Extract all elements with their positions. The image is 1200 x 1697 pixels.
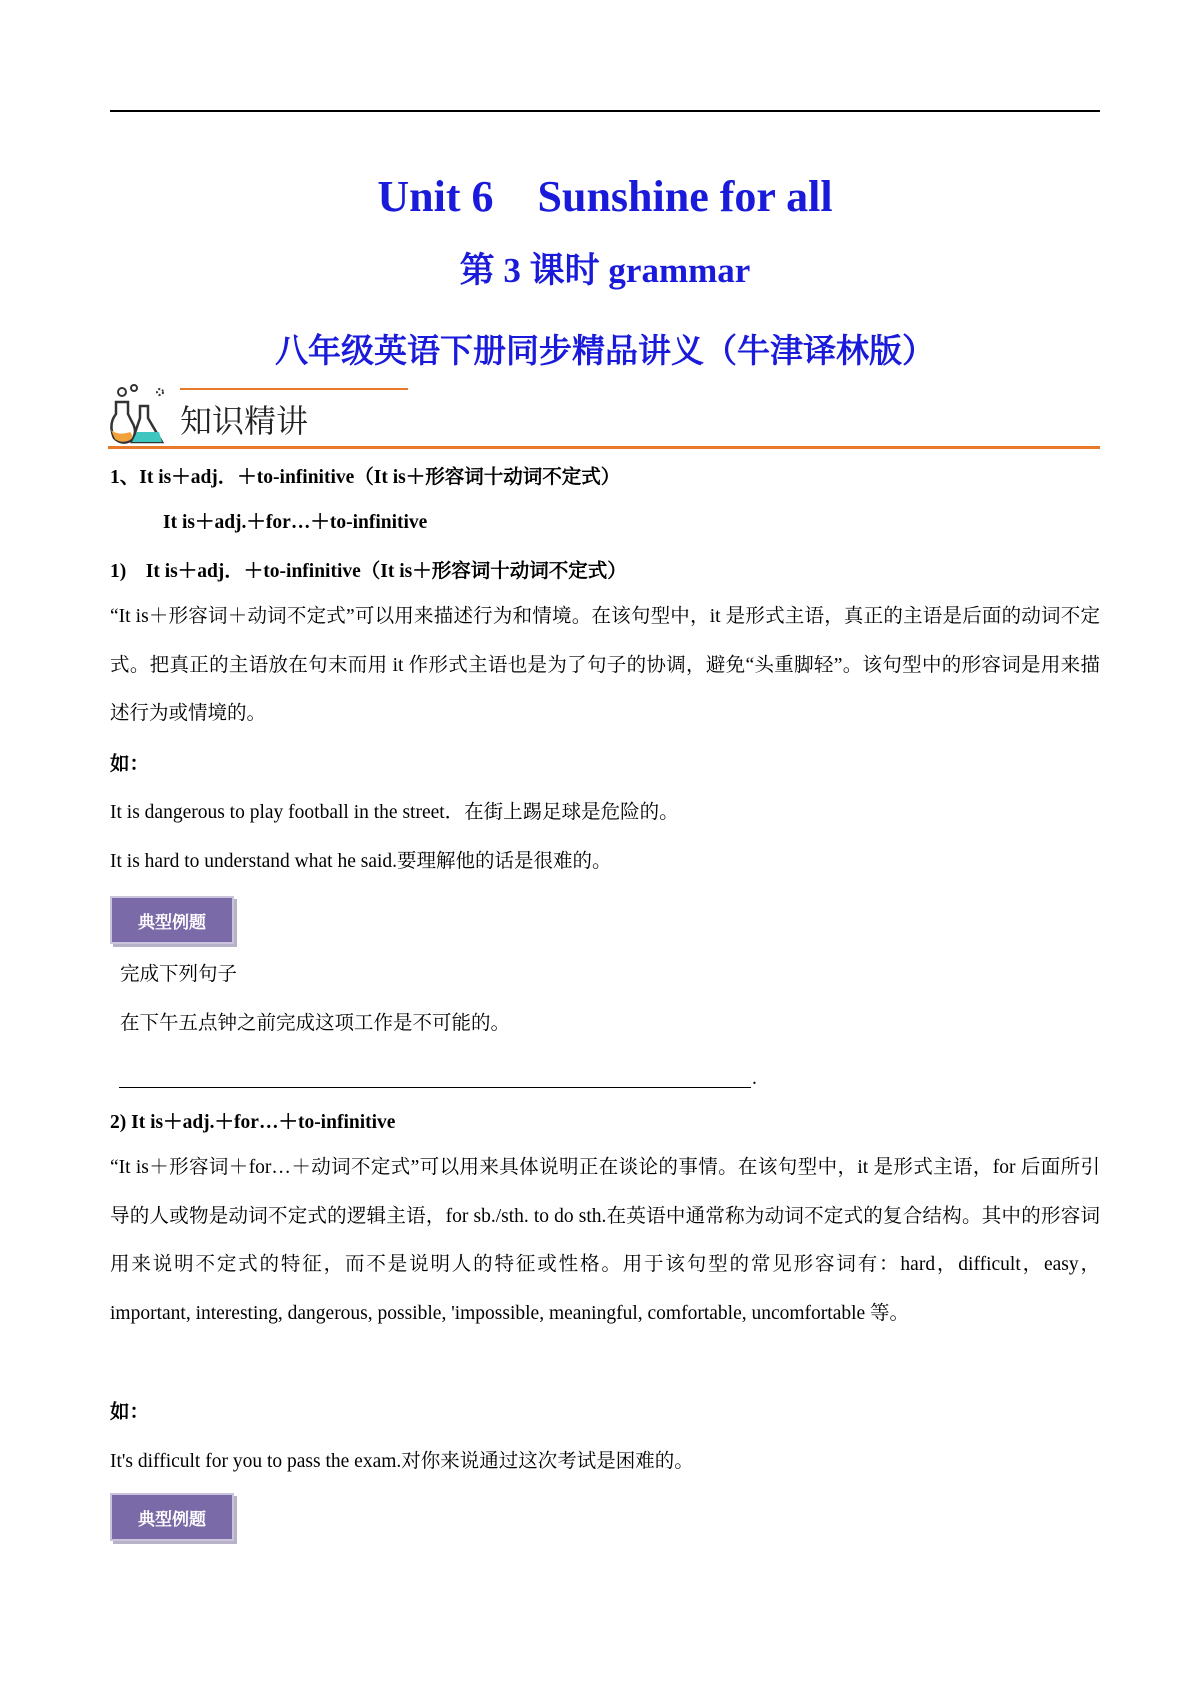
top-rule [110, 110, 1100, 112]
course-title: 八年级英语下册同步精品讲义（牛津译林版） [275, 334, 935, 370]
answer-period: . [752, 1068, 757, 1089]
lesson-title: 第 3 课时 grammar [459, 251, 751, 290]
heading-1: 1、It is＋adj．＋to-infinitive（It is＋形容词十动词不定式） [110, 467, 621, 488]
unit-title: Unit 6 Sunshine for all [377, 172, 833, 221]
subheading-2: 2) It is＋adj.＋for…＋to-infinitive [110, 1112, 396, 1133]
example-label-1: 如： [110, 754, 150, 775]
paragraph-1: “It is＋形容词＋动词不定式”可以用来描述行为和情境。在该句型中，it 是形式主语，真正的主语是后面的动词不定式。把真正的主语放在句末而用 it 作形式主语也是为了句子的协调，避免“头重脚轻”。该句型中的形容词是用来描述行为或情境的。 [110, 606, 1100, 724]
subheading-1: 1) It is＋adj．＋to-infinitive（It is＋形容词十动词不定式） [110, 561, 627, 582]
example-sentence-1: It is dangerous to play football in the street．在街上踢足球是危险的。 [110, 802, 679, 823]
flask-icon [108, 384, 170, 446]
section-header [108, 384, 1100, 448]
section-label: 知识精讲 [180, 402, 309, 440]
question-text: 在下午五点钟之前完成这项工作是不可能的。 [120, 1013, 511, 1034]
example-sentence-3: It's difficult for you to pass the exam.对你来说通过这次考试是困难的。 [110, 1451, 694, 1472]
paragraph-2: “It is＋形容词＋for…＋动词不定式”可以用来具体说明正在谈论的事情。在该句型中，it 是形式主语，for 后面所引导的人或物是动词不定式的逻辑主语，for sb./sth. to do sth.在英语中通常称为动词不定式的复合结构。其中的形容词用来说明不定式的特征，而不是说明人的特征或性格。用于该句型的常见形容词有：hard，difficult，easy，important, interesting, dangerous, possible, 'impossible, meaningful, comfortable, uncomfortable 等。 [110, 1157, 1100, 1324]
question-instruction: 完成下列句子 [120, 964, 238, 985]
section-accent-rule [180, 388, 408, 390]
heading-1b: It is＋adj.＋for…＋to-infinitive [163, 512, 428, 533]
typical-example-badge-2: 典型例题 [110, 1493, 234, 1541]
typical-example-badge: 典型例题 [110, 896, 234, 944]
answer-blank[interactable] [119, 1087, 751, 1088]
example-sentence-2: It is hard to understand what he said.要理解他的话是很难的。 [110, 851, 612, 872]
section-rule [108, 446, 1100, 449]
example-label-2: 如： [110, 1402, 150, 1423]
